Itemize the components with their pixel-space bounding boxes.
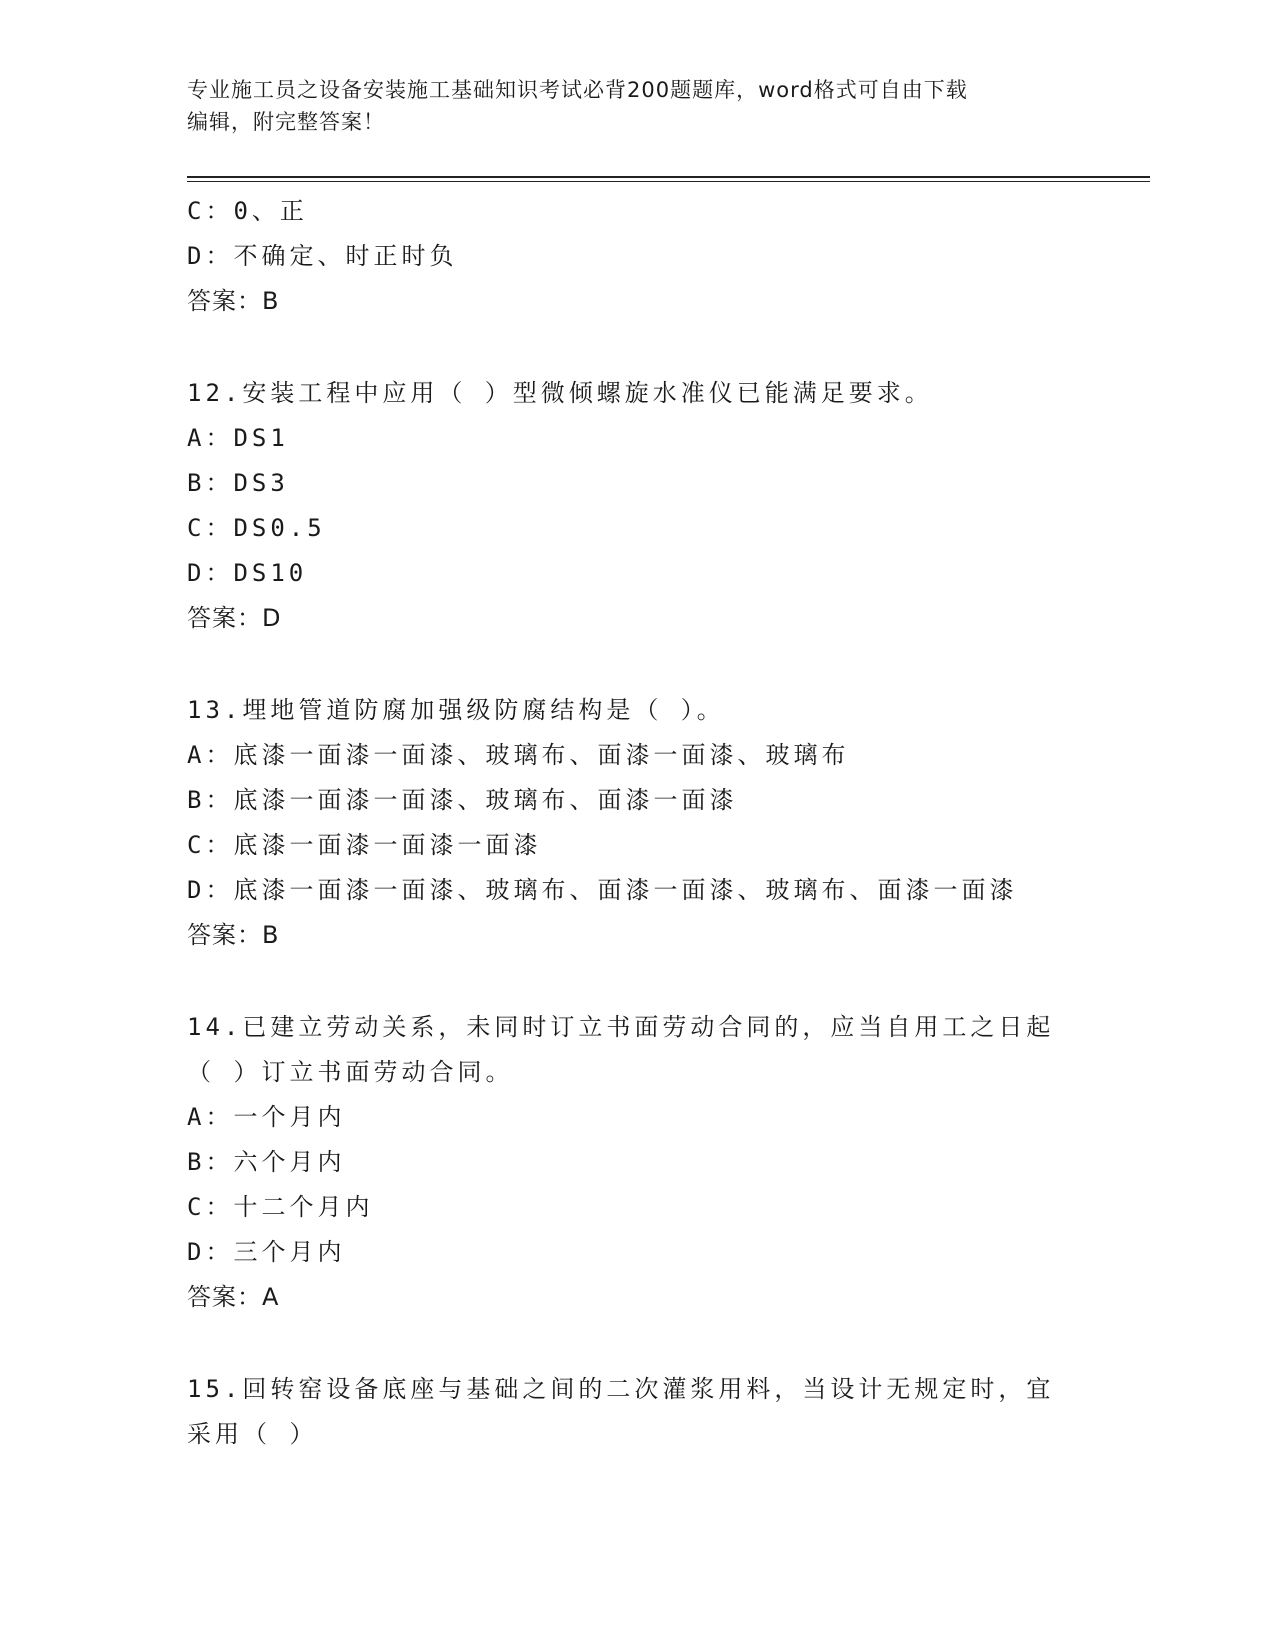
answer-label: 答案：B xyxy=(187,287,280,315)
spacer xyxy=(187,641,1087,688)
question-15 xyxy=(187,1367,1087,1457)
header-title-line-2: 编辑，附完整答案！ xyxy=(187,110,385,134)
answer-label: 答案：B xyxy=(187,921,280,949)
option-c: C：DS0.5 xyxy=(187,514,326,542)
option-c: C：底漆一面漆一面漆一面漆 xyxy=(187,831,542,859)
question-text: 12.安装工程中应用（ ）型微倾螺旋水准仪已能满足要求。 xyxy=(187,379,933,407)
answer-label: 答案：A xyxy=(187,1283,280,1311)
question-12 xyxy=(187,371,1087,641)
question-text-line-2: 采用（ ） xyxy=(187,1420,318,1448)
option-b: B：DS3 xyxy=(187,469,289,497)
option-b: B：六个月内 xyxy=(187,1148,346,1176)
spacer xyxy=(187,324,1087,371)
header-divider-thin xyxy=(187,181,1150,182)
option-a: A：一个月内 xyxy=(187,1103,346,1131)
spacer xyxy=(187,958,1087,1005)
answer-label: 答案：D xyxy=(187,604,282,632)
question-text-line-1: 14.已建立劳动关系，未同时订立书面劳动合同的，应当自用工之日起 xyxy=(187,1013,1055,1041)
option-a: A：DS1 xyxy=(187,424,289,452)
option-c: C：十二个月内 xyxy=(187,1193,374,1221)
option-d: D：不确定、时正时负 xyxy=(187,242,458,270)
option-b: B：底漆一面漆一面漆、玻璃布、面漆一面漆 xyxy=(187,786,738,814)
option-d: D：DS10 xyxy=(187,559,308,587)
question-text-line-2: （ ）订立书面劳动合同。 xyxy=(187,1058,514,1086)
option-a: A：底漆一面漆一面漆、玻璃布、面漆一面漆、玻璃布 xyxy=(187,741,850,769)
option-c: C：0、正 xyxy=(187,197,308,225)
question-13 xyxy=(187,688,1087,958)
question-14 xyxy=(187,1005,1087,1320)
question-text: 13.埋地管道防腐加强级防腐结构是（ ）。 xyxy=(187,696,725,724)
question-11-continued xyxy=(187,189,1087,324)
option-d: D：三个月内 xyxy=(187,1238,346,1266)
option-d: D：底漆一面漆一面漆、玻璃布、面漆一面漆、玻璃布、面漆一面漆 xyxy=(187,876,1018,904)
spacer xyxy=(187,1320,1087,1367)
question-list xyxy=(187,189,1087,1457)
document-header xyxy=(187,74,1067,138)
header-divider-thick xyxy=(187,176,1150,178)
question-text-line-1: 15.回转窑设备底座与基础之间的二次灌浆用料，当设计无规定时，宜 xyxy=(187,1375,1055,1403)
header-title-line-1: 专业施工员之设备安装施工基础知识考试必背200题题库，word格式可自由下载 xyxy=(187,78,968,102)
